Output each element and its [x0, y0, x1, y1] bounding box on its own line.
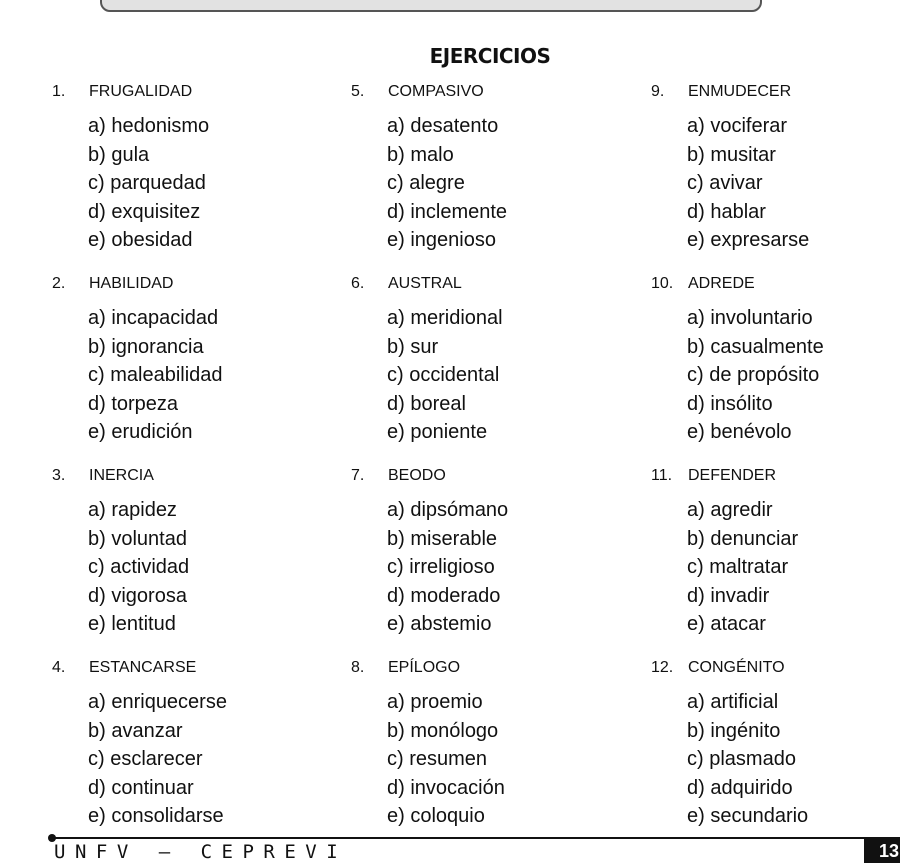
option: a) vociferar — [687, 115, 788, 137]
option: e) ingenioso — [387, 229, 496, 251]
question-number: 2. — [52, 275, 66, 292]
option: b) musitar — [687, 143, 776, 166]
option: c) actividad — [88, 556, 190, 578]
page-number: 13 — [864, 839, 900, 863]
option: a) dipsómano — [387, 499, 509, 521]
question-1 — [52, 83, 352, 255]
question-word: BEODO — [388, 467, 446, 484]
option: b) voluntad — [88, 527, 187, 550]
option: c) maleabilidad — [88, 364, 223, 386]
option: e) atacar — [687, 613, 766, 635]
question-word: HABILIDAD — [89, 275, 174, 292]
footer-institution: UNFV – CEPREVI — [54, 841, 348, 863]
option: a) rapidez — [88, 499, 177, 521]
option: c) plasmado — [687, 748, 796, 770]
option: b) denunciar — [687, 527, 799, 550]
question-number: 12. — [651, 659, 674, 676]
option: c) maltratar — [687, 556, 789, 578]
option: d) torpeza — [88, 392, 179, 415]
option: a) enriquecerse — [88, 691, 227, 713]
option: c) resumen — [387, 748, 488, 770]
option: c) parquedad — [88, 172, 206, 194]
option: d) adquirido — [687, 776, 793, 799]
option: c) alegre — [387, 172, 465, 194]
option: c) irreligioso — [387, 556, 495, 578]
footer-rule — [52, 837, 900, 839]
option: d) invadir — [687, 584, 770, 607]
option: e) poniente — [387, 421, 488, 443]
option: a) incapacidad — [88, 307, 219, 329]
option: b) avanzar — [88, 719, 183, 742]
option: a) desatento — [387, 115, 499, 137]
option: e) expresarse — [687, 229, 810, 251]
option: b) malo — [387, 143, 454, 166]
option: d) invocación — [387, 776, 505, 799]
question-number: 8. — [351, 659, 365, 676]
question-10 — [651, 275, 900, 447]
header-box — [100, 0, 762, 12]
option: a) artificial — [687, 691, 779, 713]
option: e) abstemio — [387, 613, 492, 635]
option: a) agredir — [687, 499, 773, 521]
page-title: EJERCICIOS — [429, 44, 551, 68]
question-number: 1. — [52, 83, 66, 100]
option: b) sur — [387, 335, 439, 358]
question-number: 9. — [651, 83, 665, 100]
question-word: AUSTRAL — [388, 275, 462, 292]
question-7 — [351, 467, 651, 639]
option: d) insólito — [687, 392, 773, 415]
question-4 — [52, 659, 352, 831]
option: e) lentitud — [88, 613, 176, 635]
option: d) boreal — [387, 392, 466, 415]
question-word: CONGÉNITO — [688, 659, 785, 676]
question-number: 6. — [351, 275, 365, 292]
question-word: ADREDE — [688, 275, 755, 292]
question-number: 11. — [651, 467, 673, 484]
option: d) inclemente — [387, 200, 508, 223]
question-number: 3. — [52, 467, 66, 484]
option: e) secundario — [687, 805, 809, 827]
option: a) hedonismo — [88, 115, 210, 137]
question-11 — [651, 467, 900, 639]
option: e) consolidarse — [88, 805, 224, 827]
question-6 — [351, 275, 651, 447]
option: d) vigorosa — [88, 584, 187, 607]
option: b) monólogo — [387, 719, 499, 742]
question-8 — [351, 659, 651, 831]
question-number: 10. — [651, 275, 674, 292]
question-9 — [651, 83, 900, 255]
question-word: INERCIA — [89, 467, 154, 484]
question-word: ESTANCARSE — [89, 659, 197, 676]
question-number: 7. — [351, 467, 365, 484]
question-number: 5. — [351, 83, 365, 100]
question-number: 4. — [52, 659, 66, 676]
question-word: COMPASIVO — [388, 83, 484, 100]
question-3 — [52, 467, 352, 639]
option: b) ignorancia — [88, 335, 204, 358]
exercise-grid — [0, 83, 900, 833]
question-word: ENMUDECER — [688, 83, 792, 100]
option: e) obesidad — [88, 229, 193, 251]
question-5 — [351, 83, 651, 255]
option: b) ingénito — [687, 719, 781, 742]
option: b) casualmente — [687, 335, 824, 358]
option: d) hablar — [687, 200, 766, 223]
option: b) miserable — [387, 527, 498, 550]
question-2 — [52, 275, 352, 447]
question-word: EPÍLOGO — [388, 659, 461, 676]
option: d) exquisitez — [88, 200, 201, 223]
option: d) continuar — [88, 776, 194, 799]
option: c) de propósito — [687, 364, 820, 386]
question-12 — [651, 659, 900, 831]
option: e) benévolo — [687, 421, 792, 443]
option: a) involuntario — [687, 307, 813, 329]
option: a) meridional — [387, 307, 503, 329]
option: c) avivar — [687, 172, 763, 194]
option: c) occidental — [387, 364, 500, 386]
question-word: DEFENDER — [688, 467, 777, 484]
option: e) coloquio — [387, 805, 485, 827]
question-word: FRUGALIDAD — [89, 83, 193, 100]
option: a) proemio — [387, 691, 483, 713]
option: e) erudición — [88, 421, 193, 443]
option: d) moderado — [387, 584, 501, 607]
option: b) gula — [88, 143, 150, 166]
option: c) esclarecer — [88, 748, 203, 770]
